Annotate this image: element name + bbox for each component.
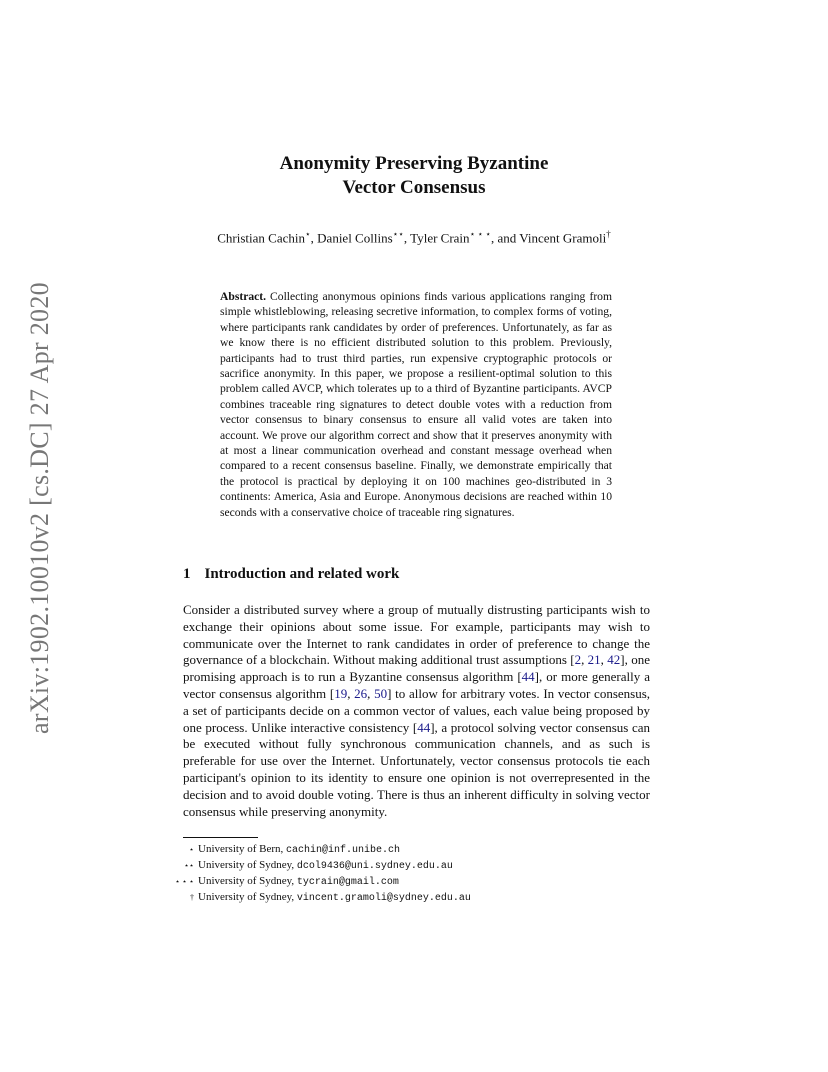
paragraph-text: ], a protocol solving vector consensus can be executed without fully synchronous communication channels, and as such is preferable for use over the Internet. Unfortunately, vector consensus protocols tie each participant's opinion to its identity to ensure one opinion is not overrepresented in the decision and to avoid double voting. There is thus an inherent difficulty in solving vector consensus while preserving anonymity. bbox=[183, 719, 650, 819]
citation-link[interactable]: 2 bbox=[574, 652, 582, 668]
footnote-marker[interactable]: ⋆⋆ bbox=[392, 229, 404, 239]
footnotes bbox=[170, 842, 650, 906]
footnote-rule bbox=[183, 837, 258, 838]
section-title: Introduction and related work bbox=[204, 566, 400, 582]
citation-link[interactable]: 44 bbox=[521, 669, 535, 685]
intro-paragraph bbox=[183, 602, 650, 820]
citation-separator: , bbox=[581, 652, 588, 668]
arxiv-identifier: arXiv:1902.10010v2 [cs.DC] 27 Apr 2020 bbox=[25, 282, 54, 734]
citation-link[interactable]: 44 bbox=[417, 719, 431, 735]
abstract bbox=[220, 289, 612, 520]
title-line-2: Vector Consensus bbox=[342, 177, 486, 198]
email-link[interactable]: cachin@inf.unibe.ch bbox=[285, 845, 401, 856]
abstract-text: Collecting anonymous opinions finds various applications ranging from simple whistleblowing, releasing secretive information, to complex forms of voting, where participants rank candidates by order of preferences. Unfortunately, as far as we know there is no efficient distributed solution to this problem. Previously, participants had to trust third parties, run expensive cryptographic protocols or sacrifice anonymity. In this paper, we propose a resilient-optimal solution to this problem called AVCP, which tolerates up to a third of Byzantine participants. AVCP combines traceable ring signatures to detect double votes with a reduction from vector consensus to binary consensus to ensure all valid votes are taken into account. We prove our algorithm correct and show that it preserves anonymity with at most a linear communication overhead and constant message overhead when compared to a recent consensus baseline. Finally, we demonstrate empirically that the protocol is practical by deploying it on 100 machines geo-distributed in 3 continents: America, Asia and Europe. Anonymous decisions are reached within 10 seconds with a conservative choice of traceable ring signatures. bbox=[220, 290, 612, 519]
footnote-text: University of Sydney, bbox=[198, 891, 297, 903]
footnote bbox=[170, 874, 650, 890]
citation-separator: , bbox=[367, 685, 375, 701]
footnote bbox=[170, 842, 650, 858]
author-separator: , bbox=[403, 230, 411, 246]
author-name: Christian Cachin bbox=[217, 230, 306, 246]
author-list bbox=[0, 229, 828, 246]
email-link[interactable]: vincent.gramoli@sydney.edu.au bbox=[296, 893, 471, 904]
citation-link[interactable]: 21 bbox=[587, 652, 601, 668]
footnote-mark: ⋆⋆ bbox=[183, 861, 194, 870]
footnote-mark: † bbox=[190, 893, 194, 902]
paragraph-text: ], one promising approach is to run a Byzantine consensus algorithm [ bbox=[183, 652, 650, 685]
footnote-mark: ⋆ ⋆ ⋆ bbox=[174, 877, 194, 886]
citation-link[interactable]: 19 bbox=[334, 685, 348, 701]
email-link[interactable]: tycrain@gmail.com bbox=[296, 877, 399, 888]
footnote-text: University of Sydney, bbox=[198, 875, 297, 887]
footnote-marker[interactable]: ⋆ ⋆ ⋆ bbox=[469, 229, 491, 239]
author-name: Vincent Gramoli bbox=[519, 230, 607, 246]
author-name: Tyler Crain bbox=[410, 230, 470, 246]
footnote-text: University of Bern, bbox=[198, 843, 286, 855]
title-line-1: Anonymity Preserving Byzantine bbox=[279, 153, 549, 174]
abstract-label: Abstract. bbox=[220, 290, 267, 303]
section-heading bbox=[183, 566, 399, 583]
paragraph-text: Consider a distributed survey where a group of mutually distrusting participants wish to exchange their opinions about some issue. For example, participants may wish to communicate over the Internet to rank candidates in order of preference to change the governance of a blockchain. Without making additional trust assumptions [ bbox=[183, 602, 650, 668]
paragraph-text: ] to allow for arbitrary votes. In vector consensus, a set of participants decide on a common vector of values, each value being proposed by one process. Unlike interactive consistency [ bbox=[183, 685, 651, 735]
citation-separator: , bbox=[347, 685, 355, 701]
section-number: 1 bbox=[183, 566, 191, 582]
citation-link[interactable]: 26 bbox=[354, 685, 368, 701]
author-separator: , bbox=[310, 230, 318, 246]
footnote bbox=[170, 890, 650, 906]
author-separator: , and bbox=[490, 230, 520, 246]
citation-separator: , bbox=[600, 652, 608, 668]
footnote-mark: ⋆ bbox=[188, 845, 194, 854]
footnote bbox=[170, 858, 650, 874]
author-name: Daniel Collins bbox=[317, 230, 393, 246]
footnote-marker[interactable]: ⋆ bbox=[305, 229, 311, 239]
paragraph-text: ], or more generally a vector consensus algorithm [ bbox=[183, 669, 650, 701]
citation-link[interactable]: 50 bbox=[374, 685, 388, 701]
paper-title bbox=[0, 152, 828, 200]
email-link[interactable]: dcol9436@uni.sydney.edu.au bbox=[296, 861, 453, 872]
footnote-text: University of Sydney, bbox=[198, 859, 297, 871]
citation-link[interactable]: 42 bbox=[607, 652, 621, 668]
footnote-marker[interactable]: † bbox=[606, 229, 611, 239]
